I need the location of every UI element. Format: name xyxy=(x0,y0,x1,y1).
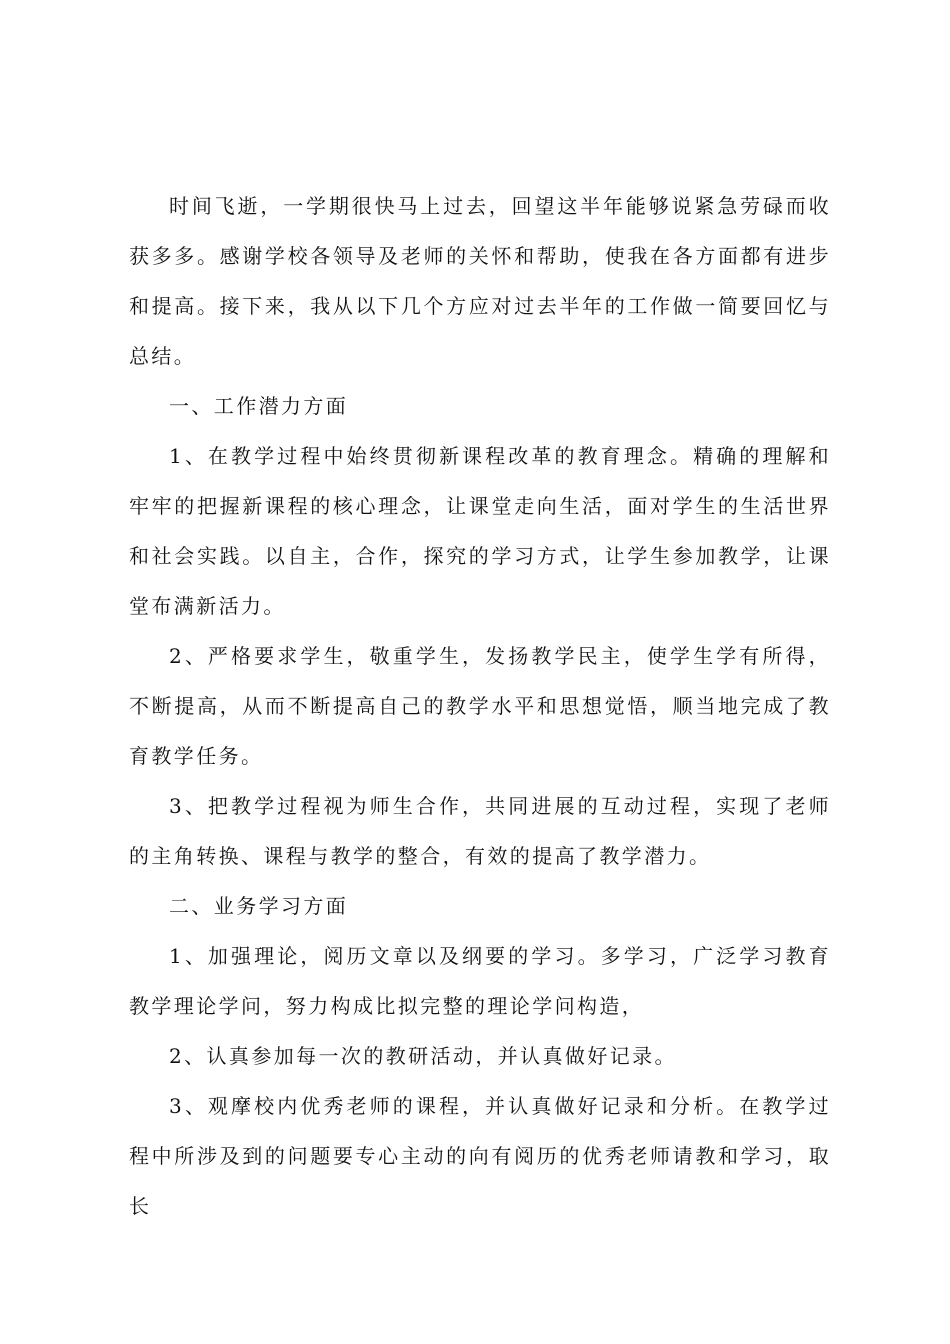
section-heading-study: 二、业务学习方面 xyxy=(169,894,349,918)
paragraph-study-item-3: 3、观摩校内优秀老师的课程，并认真做好记录和分析。在教学过程中所涉及到的问题要专心主动的向有阅历的优秀老师请教和学习，取长 xyxy=(129,1094,831,1218)
document-body xyxy=(129,181,831,1231)
paragraph-work-item-2: 2、严格要求学生，敬重学生，发扬教学民主，使学生学有所得，不断提高，从而不断提高自己的教学水平和思想觉悟，顺当地完成了教育教学任务。 xyxy=(129,644,831,768)
paragraph-study-item-2: 2、认真参加每一次的教研活动，并认真做好记录。 xyxy=(169,1044,677,1068)
paragraph-work-item-3: 3、把教学过程视为师生合作，共同进展的互动过程，实现了老师的主角转换、课程与教学的整合，有效的提高了教学潜力。 xyxy=(129,794,831,868)
paragraph-work-item-1: 1、在教学过程中始终贯彻新课程改革的教育理念。精确的理解和牢牢的把握新课程的核心理念，让课堂走向生活，面对学生的生活世界和社会实践。以自主，合作，探究的学习方式，让学生参加教学，让课堂布满新活力。 xyxy=(129,444,831,618)
paragraph-study-item-1: 1、加强理论，阅历文章以及纲要的学习。多学习，广泛学习教育教学理论学问，努力构成比拟完整的理论学问构造， xyxy=(129,944,831,1018)
section-heading-work-ability: 一、工作潜力方面 xyxy=(169,394,349,418)
paragraph-intro: 时间飞逝，一学期很快马上过去，回望这半年能够说紧急劳碌而收获多多。感谢学校各领导及老师的关怀和帮助，使我在各方面都有进步和提高。接下来，我从以下几个方应对过去半年的工作做一简要回忆与总结。 xyxy=(129,194,831,368)
